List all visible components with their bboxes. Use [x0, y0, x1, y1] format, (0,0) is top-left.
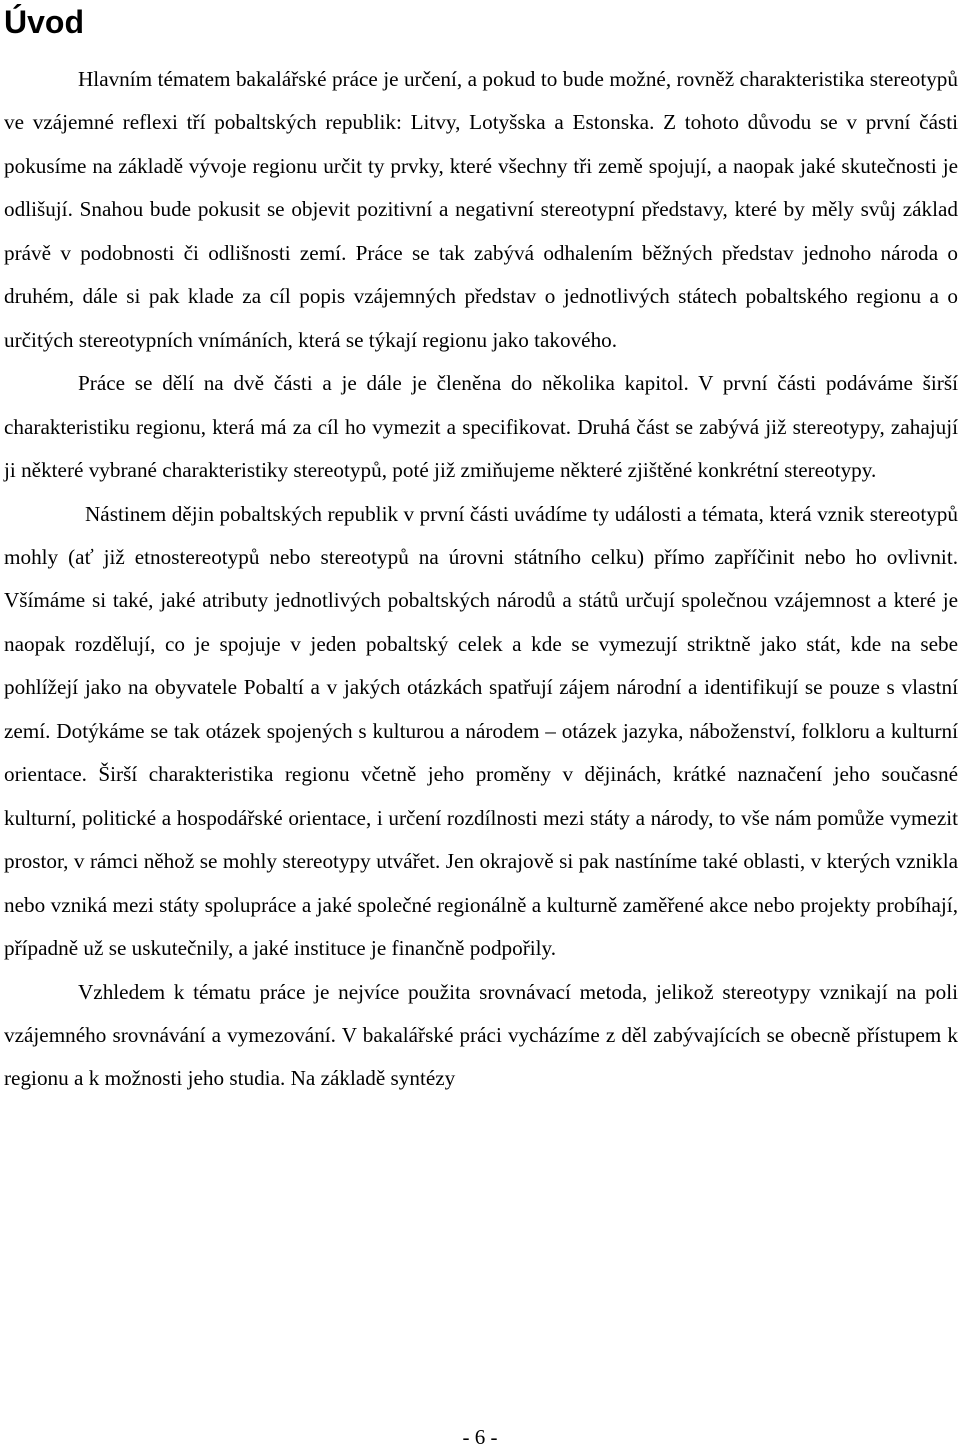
body-text: [4, 58, 958, 1101]
section-heading: Úvod: [4, 4, 84, 40]
paragraph-4: Vzhledem k tématu práce je nejvíce použita srovnávací metoda, jelikož stereotypy vznikají na poli vzájemného srovnávání a vymezování. V bakalářské práci vycházíme z děl zabývajících se obecně přístupem k regionu a k možnosti jeho studia. Na základě syntézy: [4, 979, 958, 1091]
paragraph-1: Hlavním tématem bakalářské práce je určení, a pokud to bude možné, rovněž charakteristika stereotypů ve vzájemné reflexi tří pobaltských republik: Litvy, Lotyšska a Estonska. Z tohoto důvodu se v první části pokusíme na základě vývoje regionu určit ty prvky, které všechny tři země spojují, a naopak jaké skutečnosti je odlišují. Snahou bude pokusit se objevit pozitivní a negativní stereotypní představy, které by měly svůj základ právě v podobnosti či odlišnosti zemí. Práce se tak zabývá odhalením běžných představ jednoho národa o druhém, dále si pak klade za cíl popis vzájemných představ o jednotlivých státech pobaltského regionu a o určitých stereotypních vnímáních, která se týkají regionu jako takového.: [4, 67, 958, 352]
paragraph-3: Nástinem dějin pobaltských republik v první části uvádíme ty události a témata, která vznik stereotypů mohly (ať již etnostereotypů nebo stereotypů na úrovni státního celku) přímo zapříčinit nebo ho ovlivnit. Všímáme si také, jaké atributy jednotlivých pobaltských národů a států určují společnou vzájemnost a které je naopak rozdělují, co je spojuje v jeden pobaltský celek a kde se vymezují striktně jako stát, kde na sebe pohlížejí jako na obyvatele Pobaltí a v jakých otázkách spatřují zájem národní a identifikují se pouze s vlastní zemí. Dotýkáme se tak otázek spojených s kulturou a národem – otázek jazyka, náboženství, folkloru a kulturní orientace. Širší charakteristika regionu včetně jeho proměny v dějinách, krátké naznačení jeho současné kulturní, politické a hospodářské orientace, i určení rozdílnosti mezi státy a národy, to vše nám pomůže vymezit prostor, v rámci něhož se mohly stereotypy utvářet. Jen okrajově si pak nastíníme také oblasti, v kterých vznikla nebo vzniká mezi státy spolupráce a jaké společné regionálně a kulturně zaměřené akce nebo projekty probíhají, případně už se uskutečnily, a jaké instituce je finančně podpořily.: [4, 501, 958, 961]
paragraph-2: Práce se dělí na dvě části a je dále je členěna do několika kapitol. V první části podáváme širší charakteristiku regionu, která má za cíl ho vymezit a specifikovat. Druhá část se zabývá již stereotypy, zahajují ji některé vybrané charakteristiky stereotypů, poté již zmiňujeme některé zjištěné konkrétní stereotypy.: [4, 371, 958, 483]
page-number: - 6 -: [462, 1425, 498, 1449]
